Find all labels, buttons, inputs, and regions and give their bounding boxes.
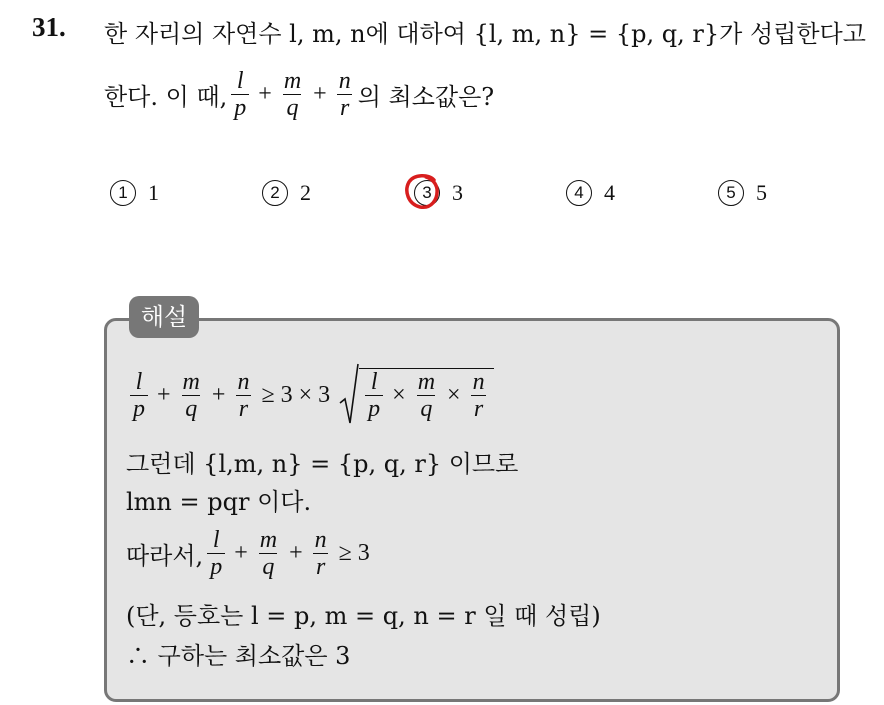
fraction-n-over-r xyxy=(470,369,488,422)
plus-sign: + xyxy=(157,381,171,408)
frac-denominator: r xyxy=(313,553,328,580)
frac-numerator: l xyxy=(135,368,143,395)
frac-denominator: r xyxy=(471,395,486,422)
times-sign: × xyxy=(392,382,406,408)
choice-2[interactable] xyxy=(262,180,311,206)
fraction-m-over-q xyxy=(281,68,304,121)
choice-value: 3 xyxy=(452,180,463,205)
choice-1[interactable] xyxy=(110,180,159,206)
inequality-text: ≥ 3 × 3 xyxy=(261,381,331,408)
plus-sign: + xyxy=(234,539,248,566)
frac-numerator: m xyxy=(417,369,436,395)
solution-line-4 xyxy=(126,520,375,586)
cube-root xyxy=(339,363,493,427)
question-line-2 xyxy=(104,62,494,126)
fraction-n-over-r xyxy=(312,527,330,580)
frac-numerator: n xyxy=(472,369,485,395)
question-line-2-prefix: 한다. 이 때, xyxy=(104,82,228,111)
solution-line-1 xyxy=(126,360,494,430)
frac-numerator: n xyxy=(314,526,327,553)
fraction-m-over-q xyxy=(257,527,280,580)
frac-denominator: q xyxy=(283,94,301,121)
frac-numerator: l xyxy=(370,369,378,395)
fraction-m-over-q xyxy=(180,369,203,422)
plus-sign: + xyxy=(289,539,303,566)
plus-sign: + xyxy=(313,80,327,107)
choice-value: 4 xyxy=(604,180,615,205)
frac-numerator: l xyxy=(212,526,220,553)
fraction-l-over-p xyxy=(365,369,383,422)
solution-line-2: 그런데 {l,m, n} = {p, q, r} 이므로 xyxy=(126,449,519,478)
plus-sign: + xyxy=(258,80,272,107)
frac-denominator: q xyxy=(417,395,435,422)
solution-line-5: (단, 등호는 l = p, m = q, n = r 일 때 성립) xyxy=(126,601,601,630)
choice-number-circle: 4 xyxy=(566,180,592,206)
times-sign: × xyxy=(447,382,461,408)
choice-5[interactable] xyxy=(718,180,767,206)
frac-numerator: n xyxy=(338,67,351,94)
choice-value: 2 xyxy=(300,180,311,205)
solution-line-4-prefix: 따라서, xyxy=(126,541,204,570)
frac-numerator: m xyxy=(259,526,278,553)
choice-4[interactable] xyxy=(566,180,615,206)
fraction-l-over-p xyxy=(207,527,225,580)
frac-denominator: r xyxy=(236,395,251,422)
frac-denominator: q xyxy=(182,395,200,422)
choice-value: 1 xyxy=(148,180,159,205)
radical-sign-icon xyxy=(339,363,359,427)
fraction-l-over-p xyxy=(231,68,249,121)
frac-denominator: p xyxy=(231,94,249,121)
frac-denominator: q xyxy=(259,553,277,580)
solution-tag: 해설 xyxy=(129,296,199,338)
fraction-n-over-r xyxy=(234,369,252,422)
solution-line-6: ∴ 구하는 최소값은 3 xyxy=(126,641,351,670)
plus-sign: + xyxy=(211,381,226,408)
choice-number-circle: 1 xyxy=(110,180,136,206)
choice-number-circle: 3 xyxy=(414,180,440,206)
frac-denominator: p xyxy=(130,395,148,422)
fraction-m-over-q xyxy=(415,369,438,422)
frac-numerator: m xyxy=(182,368,200,395)
radicand xyxy=(359,368,493,422)
fraction-l-over-p xyxy=(130,369,148,422)
solution-line-4-suffix: ≥ 3 xyxy=(338,539,370,566)
frac-denominator: p xyxy=(207,553,225,580)
answer-choices xyxy=(0,180,884,214)
frac-denominator: p xyxy=(365,395,383,422)
choice-value: 5 xyxy=(756,180,767,205)
question-line-1: 한 자리의 자연수 l, m, n에 대하여 {l, m, n} = {p, q, r}가 성립한다고 xyxy=(104,20,866,48)
frac-numerator: n xyxy=(237,368,250,395)
question-line-2-suffix: 의 최소값은? xyxy=(357,82,495,111)
frac-numerator: m xyxy=(283,67,302,94)
solution-line-3: lmn = pqr 이다. xyxy=(126,487,312,516)
fraction-n-over-r xyxy=(336,68,354,121)
frac-denominator: r xyxy=(337,94,352,121)
choice-number-circle: 2 xyxy=(262,180,288,206)
question-number: 31. xyxy=(32,12,66,42)
frac-numerator: l xyxy=(236,67,244,94)
choice-number-circle: 5 xyxy=(718,180,744,206)
choice-3[interactable] xyxy=(414,180,463,206)
